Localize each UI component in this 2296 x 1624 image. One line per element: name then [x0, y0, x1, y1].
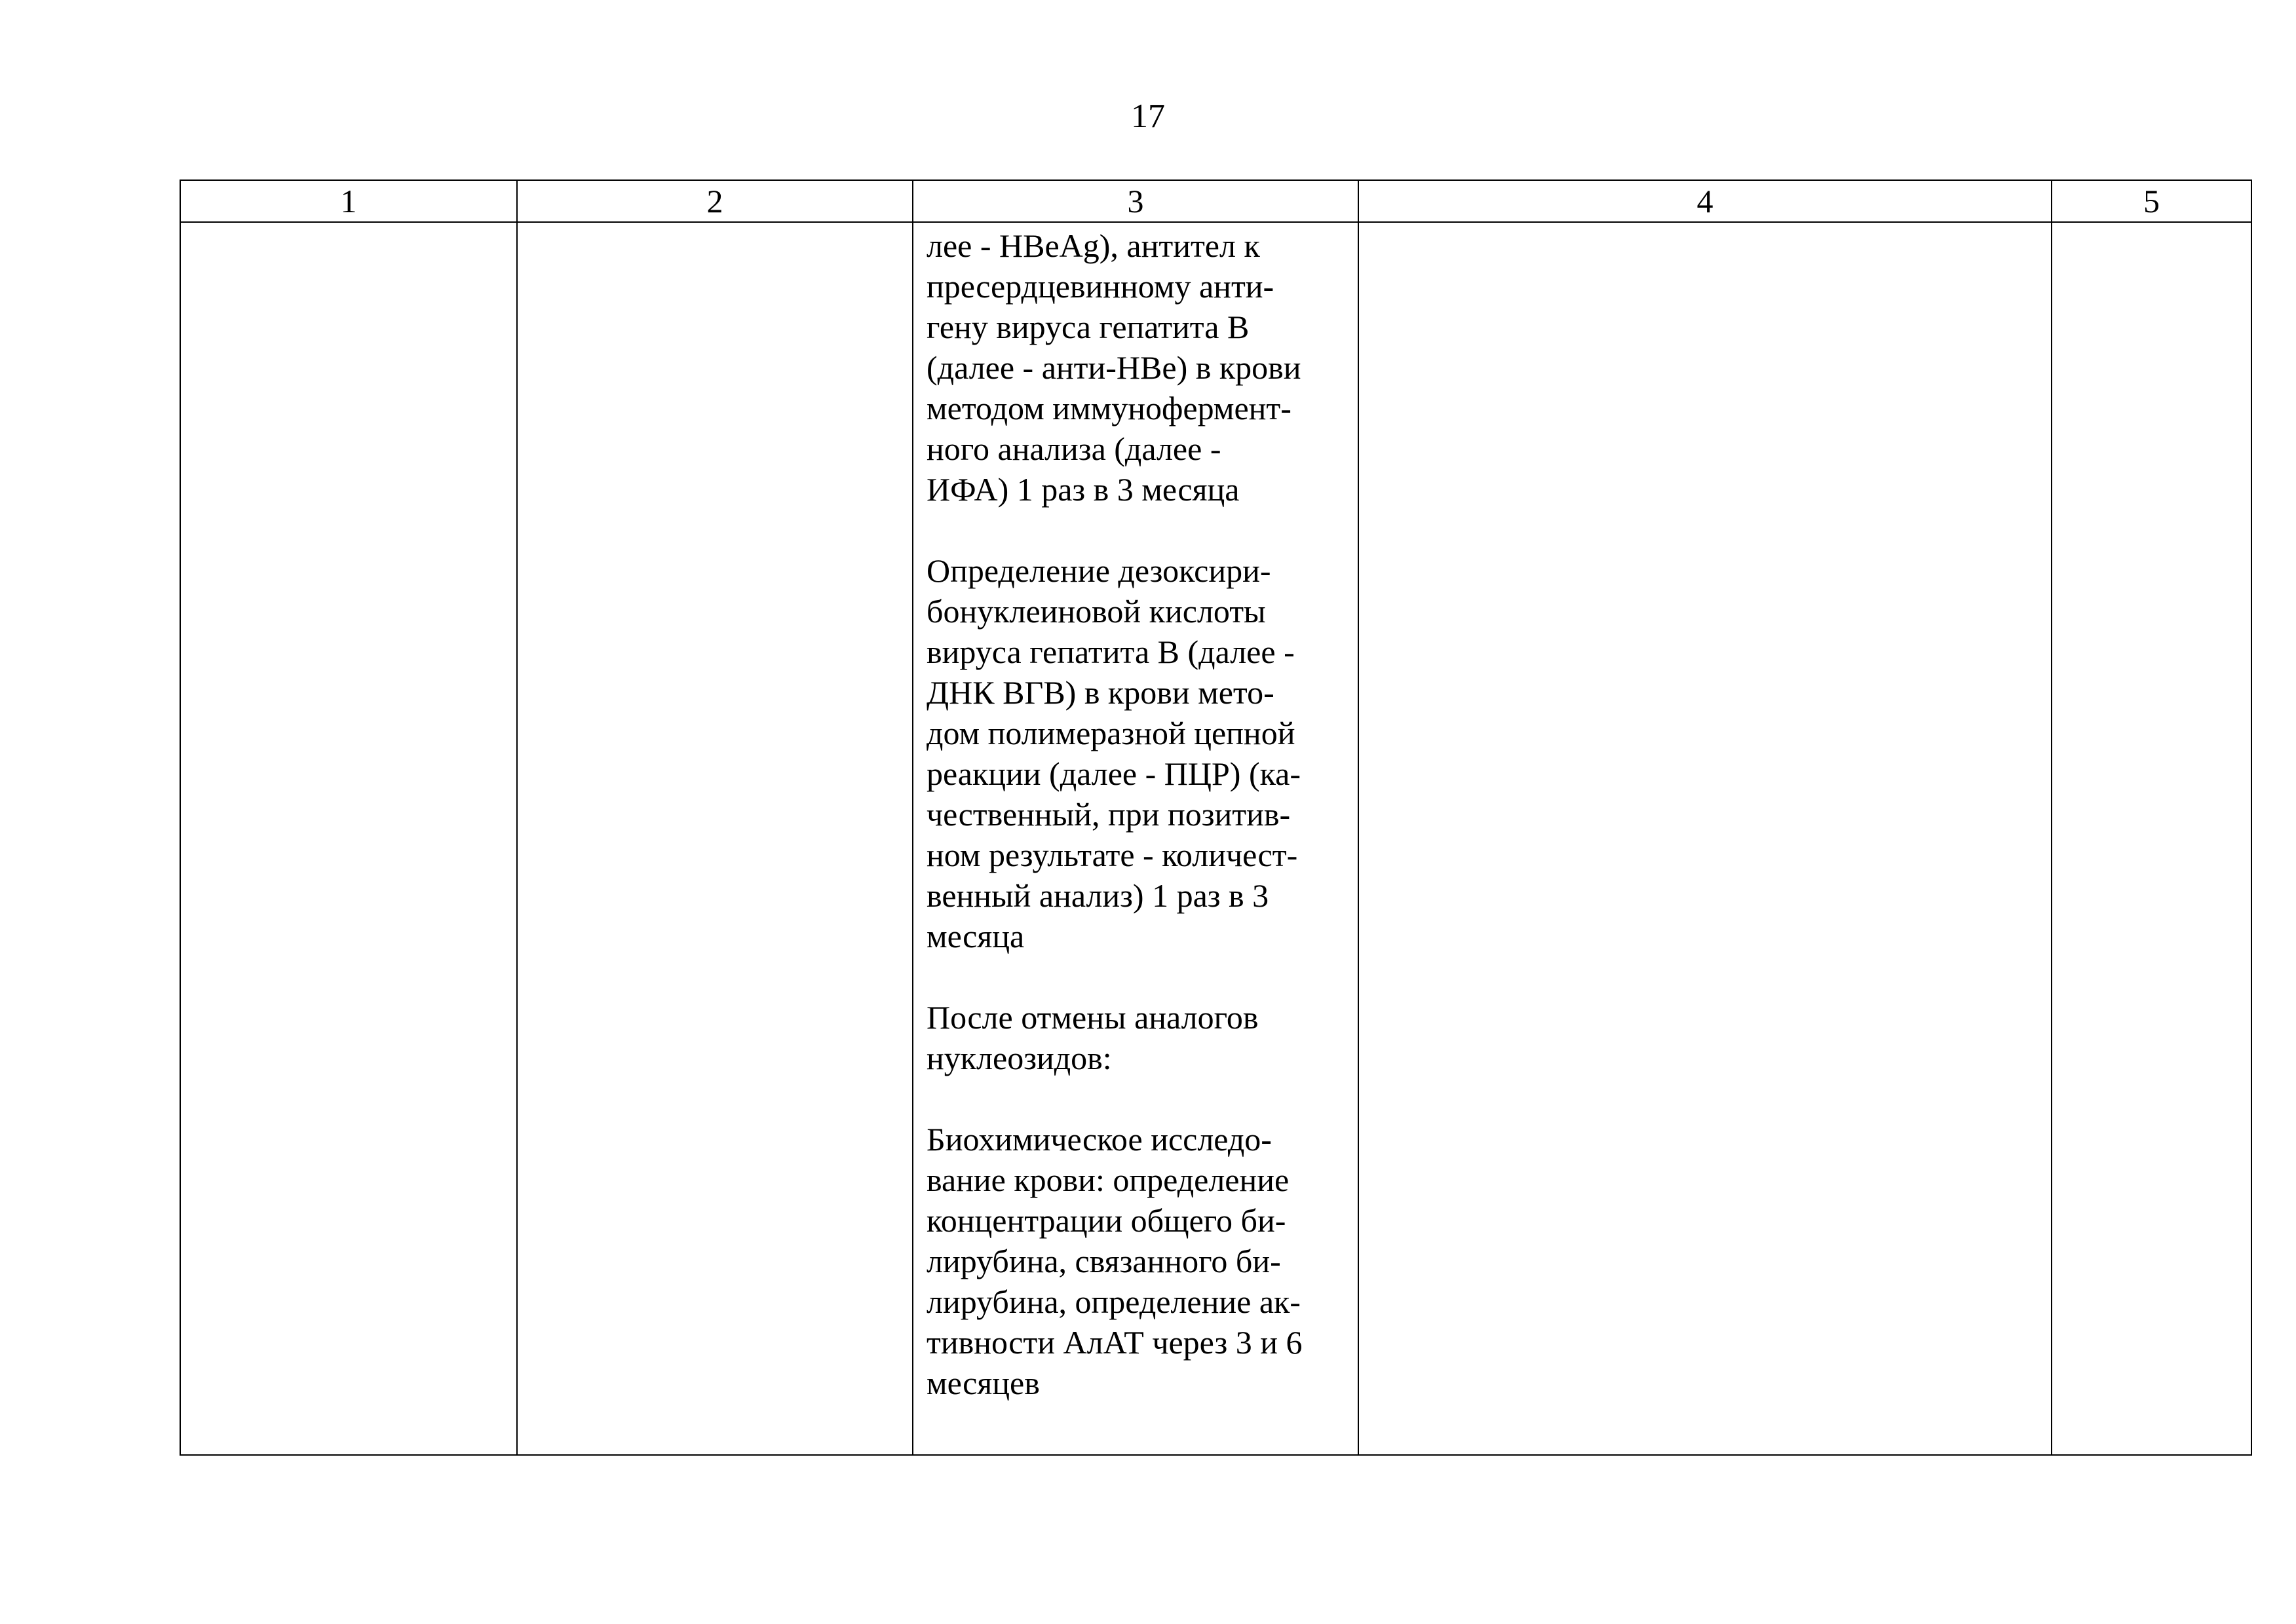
column-header-1: 1 — [180, 180, 517, 222]
text-line: нуклеозидов: — [927, 1040, 1112, 1076]
column-header-5: 5 — [2052, 180, 2251, 222]
page-number: 17 — [1131, 98, 1165, 135]
cell-col-2 — [517, 222, 913, 1455]
column-header-2: 2 — [517, 180, 913, 222]
text-line: После отмены аналогов — [927, 999, 1259, 1036]
text-paragraph — [927, 1119, 1349, 1403]
text-line: методом иммунофермент- — [927, 390, 1292, 426]
text-line: (далее - анти-HBe) в крови — [927, 349, 1301, 386]
text-line: лирубина, связанного би- — [927, 1243, 1281, 1279]
text-line: ИФА) 1 раз в 3 месяца — [927, 471, 1240, 508]
text-paragraph — [927, 550, 1349, 956]
text-line: тивности АлАТ через 3 и 6 — [927, 1324, 1303, 1361]
text-line: Определение дезоксири- — [927, 552, 1271, 589]
table-row — [180, 222, 2251, 1455]
text-line: вание крови: определение — [927, 1161, 1290, 1198]
text-line: венный анализ) 1 раз в 3 — [927, 877, 1269, 914]
text-line: вируса гепатита В (далее - — [927, 633, 1295, 670]
text-line: реакции (далее - ПЦР) (ка- — [927, 755, 1301, 792]
text-paragraph — [927, 225, 1349, 510]
text-line: пресердцевинному анти- — [927, 268, 1274, 305]
column-header-3: 3 — [913, 180, 1358, 222]
text-paragraph — [927, 997, 1349, 1078]
text-line: ного анализа (далее - — [927, 430, 1221, 467]
text-line: ном результате - количест- — [927, 837, 1298, 873]
text-line: дом полимеразной цепной — [927, 715, 1295, 751]
text-line: лирубина, определение ак- — [927, 1283, 1301, 1320]
text-line: ДНК ВГВ) в крови мето- — [927, 674, 1274, 711]
table-header-row — [180, 180, 2251, 222]
column-header-4: 4 — [1358, 180, 2052, 222]
text-line: месяца — [927, 918, 1025, 954]
text-line: бонуклеиновой кислоты — [927, 593, 1266, 630]
text-line: концентрации общего би- — [927, 1202, 1286, 1239]
text-line: чественный, при позитив- — [927, 796, 1291, 833]
procedure-text — [913, 223, 1358, 1403]
cell-col-1 — [180, 222, 517, 1455]
cell-col-3 — [913, 222, 1358, 1455]
data-table — [180, 179, 2252, 1456]
text-line: месяцев — [927, 1365, 1040, 1401]
text-line: лее - HBeAg), антител к — [927, 227, 1260, 264]
cell-col-5 — [2052, 222, 2251, 1455]
text-line: Биохимическое исследо- — [927, 1121, 1272, 1158]
cell-col-4 — [1358, 222, 2052, 1455]
text-line: гену вируса гепатита В — [927, 309, 1250, 345]
